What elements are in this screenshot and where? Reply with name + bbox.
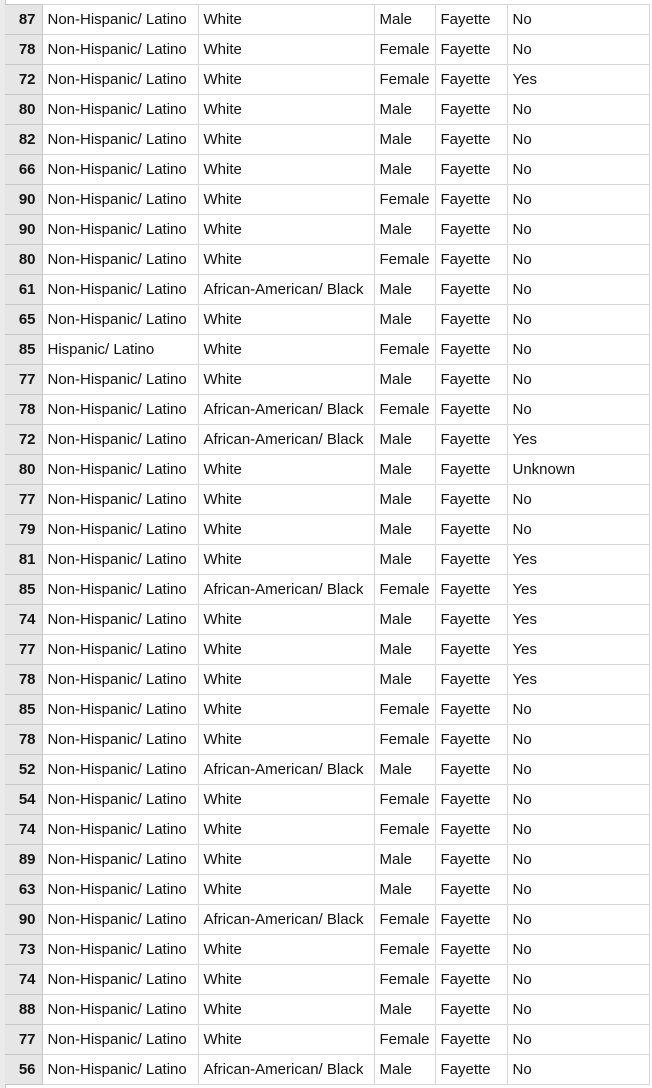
sex-cell[interactable]: Male: [374, 875, 435, 905]
age-cell[interactable]: 85: [5, 335, 42, 365]
age-cell[interactable]: 78: [5, 395, 42, 425]
sex-cell[interactable]: Female: [374, 785, 435, 815]
ethnicity-cell[interactable]: Non-Hispanic/ Latino: [42, 305, 198, 335]
status-cell[interactable]: No: [507, 485, 649, 515]
status-cell[interactable]: No: [507, 995, 649, 1025]
sex-cell[interactable]: Male: [374, 275, 435, 305]
ethnicity-cell[interactable]: Non-Hispanic/ Latino: [42, 365, 198, 395]
table-row: [5, 515, 649, 545]
age-cell[interactable]: 63: [5, 875, 42, 905]
county-cell[interactable]: Fayette: [435, 185, 507, 215]
status-cell[interactable]: No: [507, 965, 649, 995]
status-cell[interactable]: No: [507, 845, 649, 875]
county-cell[interactable]: Fayette: [435, 5, 507, 35]
age-cell[interactable]: 77: [5, 1025, 42, 1055]
sex-cell[interactable]: Male: [374, 5, 435, 35]
status-cell[interactable]: Yes: [507, 425, 649, 455]
age-cell[interactable]: 56: [5, 1055, 42, 1085]
sex-cell[interactable]: Male: [374, 605, 435, 635]
ethnicity-cell[interactable]: Non-Hispanic/ Latino: [42, 275, 198, 305]
race-cell[interactable]: White: [198, 125, 374, 155]
age-cell[interactable]: 78: [5, 725, 42, 755]
age-cell[interactable]: 78: [5, 35, 42, 65]
sex-cell[interactable]: Female: [374, 335, 435, 365]
race-cell[interactable]: White: [198, 245, 374, 275]
table-row: [5, 335, 649, 365]
status-cell[interactable]: No: [507, 335, 649, 365]
ethnicity-cell[interactable]: Non-Hispanic/ Latino: [42, 35, 198, 65]
table-row: [5, 185, 649, 215]
table-row: [5, 5, 649, 35]
status-cell[interactable]: Yes: [507, 665, 649, 695]
race-cell[interactable]: White: [198, 35, 374, 65]
status-cell[interactable]: No: [507, 905, 649, 935]
ethnicity-cell[interactable]: Non-Hispanic/ Latino: [42, 515, 198, 545]
age-cell[interactable]: 81: [5, 545, 42, 575]
sex-cell[interactable]: Female: [374, 395, 435, 425]
ethnicity-cell[interactable]: Non-Hispanic/ Latino: [42, 725, 198, 755]
county-cell[interactable]: Fayette: [435, 545, 507, 575]
race-cell[interactable]: White: [198, 95, 374, 125]
sex-cell[interactable]: Female: [374, 1025, 435, 1055]
ethnicity-cell[interactable]: Non-Hispanic/ Latino: [42, 575, 198, 605]
table-row: [5, 785, 649, 815]
status-cell[interactable]: No: [507, 305, 649, 335]
status-cell[interactable]: No: [507, 245, 649, 275]
status-cell[interactable]: No: [507, 935, 649, 965]
county-cell[interactable]: Fayette: [435, 515, 507, 545]
table-row: [5, 245, 649, 275]
race-cell[interactable]: White: [198, 875, 374, 905]
status-cell[interactable]: Yes: [507, 65, 649, 95]
status-cell[interactable]: No: [507, 785, 649, 815]
sex-cell[interactable]: Female: [374, 65, 435, 95]
race-cell[interactable]: White: [198, 935, 374, 965]
ethnicity-cell[interactable]: Non-Hispanic/ Latino: [42, 845, 198, 875]
race-cell[interactable]: White: [198, 305, 374, 335]
ethnicity-cell[interactable]: Non-Hispanic/ Latino: [42, 185, 198, 215]
age-cell[interactable]: 73: [5, 935, 42, 965]
ethnicity-cell[interactable]: Non-Hispanic/ Latino: [42, 125, 198, 155]
sex-cell[interactable]: Male: [374, 215, 435, 245]
table-row: [5, 1025, 649, 1055]
table-row: [5, 395, 649, 425]
age-cell[interactable]: 72: [5, 425, 42, 455]
ethnicity-cell[interactable]: Non-Hispanic/ Latino: [42, 815, 198, 845]
age-cell[interactable]: 85: [5, 695, 42, 725]
sex-cell[interactable]: Male: [374, 425, 435, 455]
age-cell[interactable]: 77: [5, 635, 42, 665]
race-cell[interactable]: White: [198, 335, 374, 365]
table-row: [5, 725, 649, 755]
table-row: [5, 575, 649, 605]
race-cell[interactable]: African-American/ Black: [198, 755, 374, 785]
race-cell[interactable]: African-American/ Black: [198, 425, 374, 455]
status-cell[interactable]: Yes: [507, 635, 649, 665]
table-row: [5, 425, 649, 455]
sex-cell[interactable]: Male: [374, 1055, 435, 1085]
table-row: [5, 815, 649, 845]
age-cell[interactable]: 90: [5, 905, 42, 935]
sex-cell[interactable]: Female: [374, 695, 435, 725]
table-row: [5, 695, 649, 725]
county-cell[interactable]: Fayette: [435, 965, 507, 995]
county-cell[interactable]: Fayette: [435, 845, 507, 875]
county-cell[interactable]: Fayette: [435, 275, 507, 305]
table-row: [5, 965, 649, 995]
county-cell[interactable]: Fayette: [435, 485, 507, 515]
county-cell[interactable]: Fayette: [435, 35, 507, 65]
table-row: [5, 275, 649, 305]
age-cell[interactable]: 72: [5, 65, 42, 95]
race-cell[interactable]: White: [198, 515, 374, 545]
county-cell[interactable]: Fayette: [435, 65, 507, 95]
race-cell[interactable]: African-American/ Black: [198, 395, 374, 425]
county-cell[interactable]: Fayette: [435, 335, 507, 365]
race-cell[interactable]: African-American/ Black: [198, 275, 374, 305]
table-row: [5, 155, 649, 185]
race-cell[interactable]: White: [198, 455, 374, 485]
sex-cell[interactable]: Male: [374, 485, 435, 515]
county-cell[interactable]: Fayette: [435, 695, 507, 725]
age-cell[interactable]: 52: [5, 755, 42, 785]
county-cell[interactable]: Fayette: [435, 1055, 507, 1085]
ethnicity-cell[interactable]: Hispanic/ Latino: [42, 335, 198, 365]
county-cell[interactable]: Fayette: [435, 635, 507, 665]
sex-cell[interactable]: Male: [374, 95, 435, 125]
county-cell[interactable]: Fayette: [435, 935, 507, 965]
status-cell[interactable]: No: [507, 875, 649, 905]
sex-cell[interactable]: Female: [374, 815, 435, 845]
table-row: [5, 545, 649, 575]
sex-cell[interactable]: Female: [374, 575, 435, 605]
ethnicity-cell[interactable]: Non-Hispanic/ Latino: [42, 965, 198, 995]
race-cell[interactable]: White: [198, 995, 374, 1025]
county-cell[interactable]: Fayette: [435, 725, 507, 755]
race-cell[interactable]: White: [198, 845, 374, 875]
county-cell[interactable]: Fayette: [435, 1025, 507, 1055]
race-cell[interactable]: African-American/ Black: [198, 905, 374, 935]
county-cell[interactable]: Fayette: [435, 995, 507, 1025]
age-cell[interactable]: 78: [5, 665, 42, 695]
table-row: [5, 905, 649, 935]
status-cell[interactable]: No: [507, 365, 649, 395]
table-row: [5, 605, 649, 635]
ethnicity-cell[interactable]: Non-Hispanic/ Latino: [42, 95, 198, 125]
status-cell[interactable]: Yes: [507, 545, 649, 575]
ethnicity-cell[interactable]: Non-Hispanic/ Latino: [42, 155, 198, 185]
county-cell[interactable]: Fayette: [435, 815, 507, 845]
table-row: [5, 875, 649, 905]
county-cell[interactable]: Fayette: [435, 905, 507, 935]
sex-cell[interactable]: Male: [374, 545, 435, 575]
county-cell[interactable]: Fayette: [435, 455, 507, 485]
sex-cell[interactable]: Male: [374, 515, 435, 545]
table-row: [5, 125, 649, 155]
race-cell[interactable]: White: [198, 605, 374, 635]
county-cell[interactable]: Fayette: [435, 365, 507, 395]
ethnicity-cell[interactable]: Non-Hispanic/ Latino: [42, 1055, 198, 1085]
table-row: [5, 215, 649, 245]
table-row: [5, 935, 649, 965]
table-row: [5, 635, 649, 665]
table-row: [5, 65, 649, 95]
ethnicity-cell[interactable]: Non-Hispanic/ Latino: [42, 785, 198, 815]
age-cell[interactable]: 77: [5, 365, 42, 395]
age-cell[interactable]: 77: [5, 485, 42, 515]
age-cell[interactable]: 54: [5, 785, 42, 815]
table-row: [5, 35, 649, 65]
age-cell[interactable]: 85: [5, 575, 42, 605]
status-cell[interactable]: Yes: [507, 605, 649, 635]
ethnicity-cell[interactable]: Non-Hispanic/ Latino: [42, 5, 198, 35]
ethnicity-cell[interactable]: Non-Hispanic/ Latino: [42, 995, 198, 1025]
age-cell[interactable]: 89: [5, 845, 42, 875]
county-cell[interactable]: Fayette: [435, 785, 507, 815]
race-cell[interactable]: White: [198, 65, 374, 95]
race-cell[interactable]: White: [198, 665, 374, 695]
race-cell[interactable]: White: [198, 545, 374, 575]
status-cell[interactable]: No: [507, 1055, 649, 1085]
status-cell[interactable]: No: [507, 815, 649, 845]
ethnicity-cell[interactable]: Non-Hispanic/ Latino: [42, 455, 198, 485]
race-cell[interactable]: White: [198, 635, 374, 665]
sex-cell[interactable]: Female: [374, 965, 435, 995]
age-cell[interactable]: 80: [5, 95, 42, 125]
table-row: [5, 995, 649, 1025]
age-cell[interactable]: 87: [5, 5, 42, 35]
ethnicity-cell[interactable]: Non-Hispanic/ Latino: [42, 395, 198, 425]
county-cell[interactable]: Fayette: [435, 215, 507, 245]
sex-cell[interactable]: Male: [374, 665, 435, 695]
table-row: [5, 845, 649, 875]
age-cell[interactable]: 66: [5, 155, 42, 185]
race-cell[interactable]: African-American/ Black: [198, 1055, 374, 1085]
race-cell[interactable]: White: [198, 155, 374, 185]
status-cell[interactable]: No: [507, 395, 649, 425]
county-cell[interactable]: Fayette: [435, 875, 507, 905]
ethnicity-cell[interactable]: Non-Hispanic/ Latino: [42, 425, 198, 455]
age-cell[interactable]: 74: [5, 965, 42, 995]
status-cell[interactable]: Unknown: [507, 455, 649, 485]
status-cell[interactable]: No: [507, 125, 649, 155]
race-cell[interactable]: White: [198, 185, 374, 215]
status-cell[interactable]: No: [507, 215, 649, 245]
age-cell[interactable]: 79: [5, 515, 42, 545]
table-row: [5, 755, 649, 785]
ethnicity-cell[interactable]: Non-Hispanic/ Latino: [42, 695, 198, 725]
age-cell[interactable]: 80: [5, 245, 42, 275]
ethnicity-cell[interactable]: Non-Hispanic/ Latino: [42, 905, 198, 935]
age-cell[interactable]: 90: [5, 185, 42, 215]
table-body: [5, 5, 649, 1085]
status-cell[interactable]: No: [507, 1025, 649, 1055]
sex-cell[interactable]: Male: [374, 155, 435, 185]
sex-cell[interactable]: Male: [374, 755, 435, 785]
sex-cell[interactable]: Female: [374, 725, 435, 755]
race-cell[interactable]: White: [198, 695, 374, 725]
county-cell[interactable]: Fayette: [435, 245, 507, 275]
table-row: [5, 95, 649, 125]
sex-cell[interactable]: Female: [374, 935, 435, 965]
county-cell[interactable]: Fayette: [435, 665, 507, 695]
county-cell[interactable]: Fayette: [435, 575, 507, 605]
race-cell[interactable]: White: [198, 365, 374, 395]
age-cell[interactable]: 65: [5, 305, 42, 335]
sex-cell[interactable]: Male: [374, 635, 435, 665]
ethnicity-cell[interactable]: Non-Hispanic/ Latino: [42, 485, 198, 515]
table-row: [5, 665, 649, 695]
sex-cell[interactable]: Male: [374, 845, 435, 875]
status-cell[interactable]: No: [507, 725, 649, 755]
sex-cell[interactable]: Male: [374, 125, 435, 155]
county-cell[interactable]: Fayette: [435, 155, 507, 185]
sex-cell[interactable]: Male: [374, 995, 435, 1025]
sex-cell[interactable]: Female: [374, 35, 435, 65]
race-cell[interactable]: White: [198, 485, 374, 515]
table-row: [5, 1055, 649, 1085]
table-row: [5, 305, 649, 335]
table-row: [5, 485, 649, 515]
status-cell[interactable]: No: [507, 35, 649, 65]
race-cell[interactable]: White: [198, 815, 374, 845]
status-cell[interactable]: Yes: [507, 575, 649, 605]
race-cell[interactable]: African-American/ Black: [198, 575, 374, 605]
age-cell[interactable]: 90: [5, 215, 42, 245]
ethnicity-cell[interactable]: Non-Hispanic/ Latino: [42, 935, 198, 965]
age-cell[interactable]: 82: [5, 125, 42, 155]
county-cell[interactable]: Fayette: [435, 425, 507, 455]
sex-cell[interactable]: Female: [374, 905, 435, 935]
ethnicity-cell[interactable]: Non-Hispanic/ Latino: [42, 635, 198, 665]
sex-cell[interactable]: Female: [374, 245, 435, 275]
status-cell[interactable]: No: [507, 275, 649, 305]
sex-cell[interactable]: Male: [374, 455, 435, 485]
race-cell[interactable]: White: [198, 785, 374, 815]
sex-cell[interactable]: Female: [374, 185, 435, 215]
county-cell[interactable]: Fayette: [435, 755, 507, 785]
status-cell[interactable]: No: [507, 695, 649, 725]
table-row: [5, 365, 649, 395]
ethnicity-cell[interactable]: Non-Hispanic/ Latino: [42, 215, 198, 245]
status-cell[interactable]: No: [507, 5, 649, 35]
county-cell[interactable]: Fayette: [435, 125, 507, 155]
status-cell[interactable]: No: [507, 95, 649, 125]
race-cell[interactable]: White: [198, 215, 374, 245]
ethnicity-cell[interactable]: Non-Hispanic/ Latino: [42, 875, 198, 905]
sex-cell[interactable]: Male: [374, 305, 435, 335]
status-cell[interactable]: No: [507, 155, 649, 185]
race-cell[interactable]: White: [198, 965, 374, 995]
age-cell[interactable]: 80: [5, 455, 42, 485]
county-cell[interactable]: Fayette: [435, 305, 507, 335]
county-cell[interactable]: Fayette: [435, 605, 507, 635]
race-cell[interactable]: White: [198, 725, 374, 755]
age-cell[interactable]: 61: [5, 275, 42, 305]
ethnicity-cell[interactable]: Non-Hispanic/ Latino: [42, 245, 198, 275]
status-cell[interactable]: No: [507, 755, 649, 785]
ethnicity-cell[interactable]: Non-Hispanic/ Latino: [42, 545, 198, 575]
age-cell[interactable]: 74: [5, 605, 42, 635]
ethnicity-cell[interactable]: Non-Hispanic/ Latino: [42, 605, 198, 635]
ethnicity-cell[interactable]: Non-Hispanic/ Latino: [42, 665, 198, 695]
status-cell[interactable]: No: [507, 185, 649, 215]
ethnicity-cell[interactable]: Non-Hispanic/ Latino: [42, 1025, 198, 1055]
data-table: [5, 4, 650, 1085]
table-row: [5, 455, 649, 485]
ethnicity-cell[interactable]: Non-Hispanic/ Latino: [42, 755, 198, 785]
sex-cell[interactable]: Male: [374, 365, 435, 395]
county-cell[interactable]: Fayette: [435, 395, 507, 425]
age-cell[interactable]: 74: [5, 815, 42, 845]
race-cell[interactable]: White: [198, 1025, 374, 1055]
age-cell[interactable]: 88: [5, 995, 42, 1025]
ethnicity-cell[interactable]: Non-Hispanic/ Latino: [42, 65, 198, 95]
status-cell[interactable]: No: [507, 515, 649, 545]
county-cell[interactable]: Fayette: [435, 95, 507, 125]
race-cell[interactable]: White: [198, 5, 374, 35]
